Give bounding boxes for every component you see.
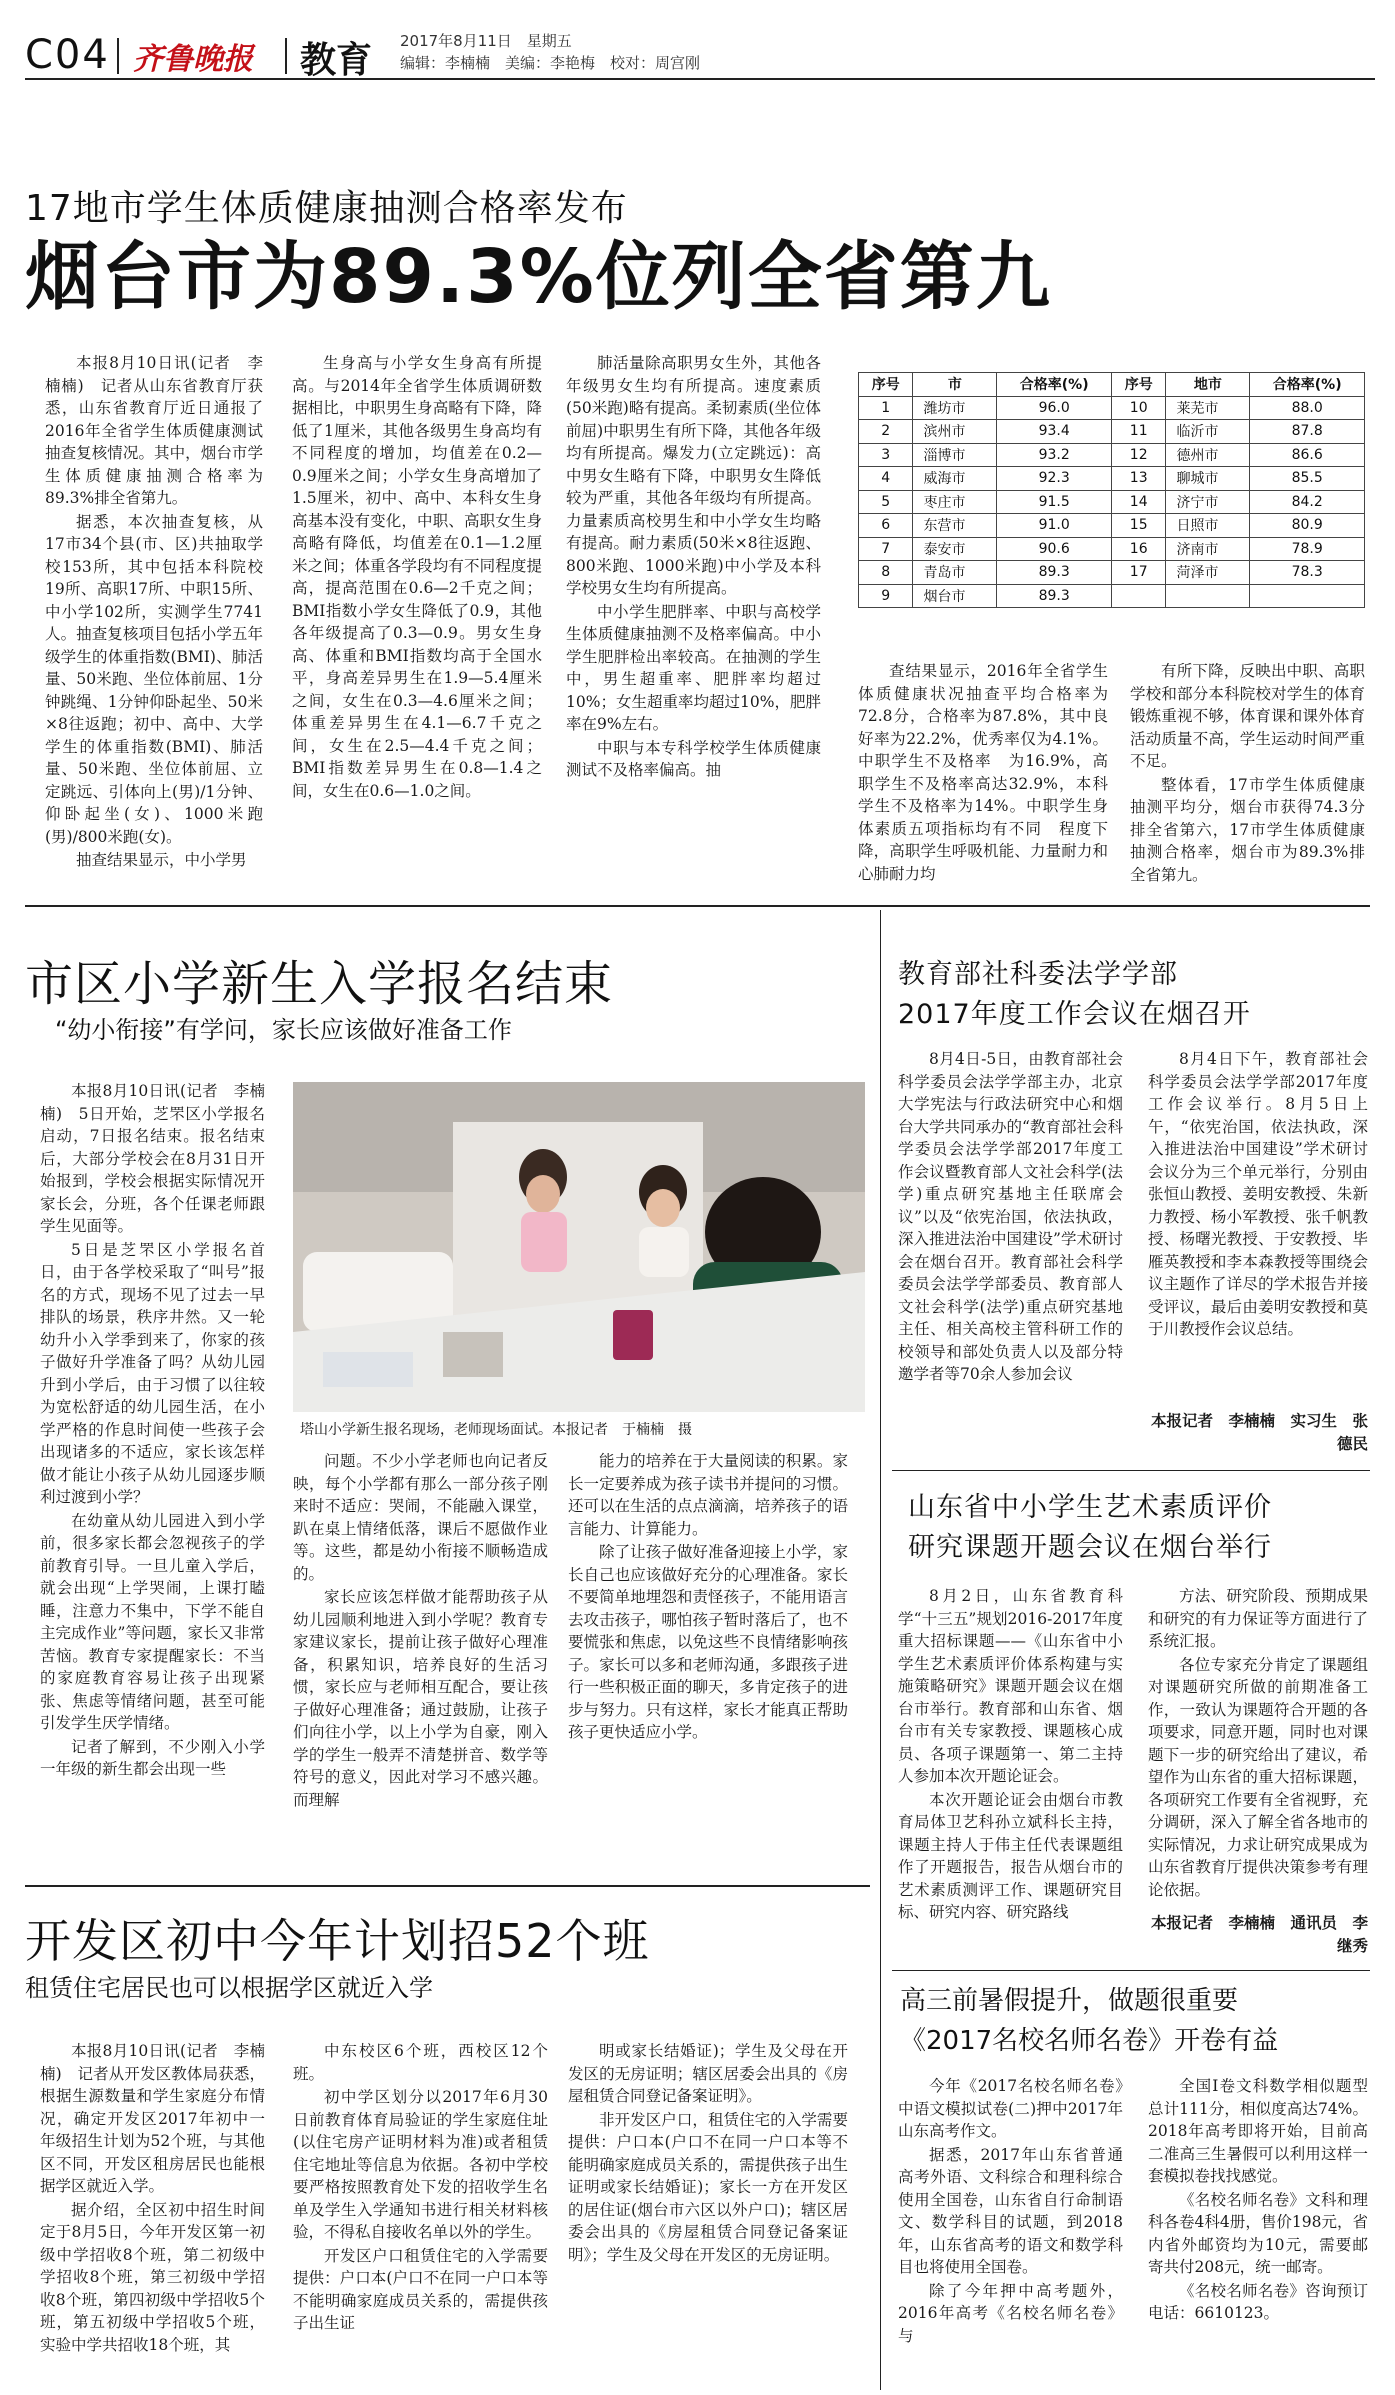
table-header: 序号 [859, 373, 913, 397]
table-cell: 烟台市 [913, 584, 997, 608]
story2-headline: 市区小学新生入学报名结束 [25, 956, 614, 1012]
photo-caption: 塔山小学新生报名现场，老师现场面试。本报记者 于楠楠 摄 [300, 1422, 692, 1438]
table-cell: 枣庄市 [913, 490, 997, 514]
paragraph: 在幼童从幼儿园进入到小学前，很多家长都会忽视孩子的学前教育引导。一旦儿童入学后，就会出现“上学哭闹，上课打瞌睡，注意力不集中，下学不能自主完成作业”等问题，家长又非常苦恼。教育专家提醒家长：不当的家庭教育容易让孩子出现紧张、焦虑等情绪问题，甚至可能引发学生厌学情绪。 [40, 1511, 265, 1732]
table-cell: 3 [859, 443, 913, 467]
paragraph: 本报8月10日讯(记者 李楠楠) 5日开始，芝罘区小学报名启动，7日报名结束。报名结束后，大部分学校会在8月31日开始报到，学校会根据实际情况开家长会，分班，各个任课老师跟学生见面等。 [40, 1082, 265, 1235]
table-header: 序号 [1111, 373, 1165, 397]
story1-column-3 [566, 352, 821, 892]
story4-headline-line1: 教育部社科委法学学部 [898, 959, 1178, 990]
story6-headline-line2: 《2017名校名师名卷》开卷有益 [900, 2026, 1279, 2056]
table-cell: 莱芜市 [1166, 396, 1250, 420]
paragraph: 生身高与小学女生身高有所提高。与2014年全省学生体质调研数据相比，中职男生身高略有下降，降低了1厘米，其他各级男生身高均有不同程度的增加，均值差在0.2—0.9厘米之间；小学女生身高增加了1.5厘米，初中、高中、本科女生身高基本没有变化，中职、高职女生身高略有降低，均值差在0.1—1.2厘米之间；体重各学段均有不同程度提高，提高范围在0.6—2千克之间；BMI指数小学女生降低了0.9，其他各年级提高了0.3—0.9。男女生身高、体重和BMI指数均高于全国水平，身高差异男生在1.9—5.4厘米之间，女生在0.3—4.6厘米之间；体重差异男生在4.1—6.7千克之间，女生在2.5—4.4千克之间；BMI指数差异男生在0.8—1.4之间，女生在0.6—1.0之间。 [292, 354, 542, 800]
story3-subhead: 租赁住宅居民也可以根据学区就近入学 [25, 1974, 433, 2002]
section-divider [25, 905, 1370, 907]
story1-kicker: 17地市学生体质健康抽测合格率发布 [25, 188, 628, 229]
table-cell: 89.3 [997, 584, 1112, 608]
table-cell: 聊城市 [1166, 467, 1250, 491]
story4-column-1 [898, 1048, 1123, 1458]
paragraph: 8月4日下午，教育部社会科学委员会法学学部2017年度工作会议举行。8月5日上午，“依宪治国，依法执政，深入推进法治中国建设”学术研讨会议分为三个单元举行，分别由张恒山教授、姜明安教授、朱新力教授、杨小军教授、张千帆教授、杨曙光教授、于安教授、毕雁英教授和李本森教授等围绕会议主题作了详尽的学术报告并接受评议，最后由姜明安教授和莫于川教授作会议总结。 [1148, 1050, 1368, 1338]
table-cell: 滨州市 [913, 420, 997, 444]
paragraph: 5日是芝罘区小学报名首日，由于各学校采取了“叫号”报名的方式，现场不见了过去一早排队的场景，秩序井然。又一轮幼升小入学季到来了，你家的孩子做好升学准备了吗？从幼儿园升到小学后，由于习惯了以往较为宽松舒适的幼儿园生活，在小学严格的作息时间使一些孩子会出现诸多的不适应，家长该怎样做才能让小孩子从幼儿园逐步顺利过渡到小学？ [40, 1240, 265, 1506]
story2-column-2 [293, 1450, 548, 1875]
table-cell: 2 [859, 420, 913, 444]
paragraph: 各位专家充分肯定了课题组对课题研究所做的前期准备工作，一致认为课题符合开题的各项要求，同意开题，同时也对课题下一步的研究给出了建议，希望作为山东省的重大招标课题，各项研究工作要有全省视野，充分调研，深入了解全省各地市的实际情况，力求让研究成果成为山东省教育厅提供决策参考有理论依据。 [1148, 1655, 1368, 1899]
paragraph: 开发区户口租赁住宅的入学需要提供：户口本(户口不在同一户口本等不能明确家庭成员关系的，需提供孩子出生证 [293, 2246, 548, 2332]
paragraph: 中小学生肥胖率、中职与高校学生体质健康抽测不及格率偏高。中小学生肥胖检出率较高。在抽测的学生中，男生超重率、肥胖率均超过10%；女生超重率均超过10%，肥胖率在9%左右。 [566, 602, 821, 733]
pass-rate-table [858, 372, 1365, 608]
table-cell: 17 [1111, 561, 1165, 585]
table-cell [1250, 584, 1365, 608]
paragraph: 本报8月10日讯(记者 李楠楠) 记者从开发区教体局获悉，根据生源数量和学生家庭分布情况，确定开发区2017年初中一年级招生计划为52个班，与其他区不同，开发区租房居民也能根据学区就近入学。 [40, 2042, 265, 2195]
table-cell: 96.0 [997, 396, 1112, 420]
story4-column-2 [1148, 1048, 1368, 1408]
paragraph: 《名校名师名卷》文科和理科各卷4科4册，售价198元，省内省外邮资均为10元，需要邮寄共付208元，统一邮寄。 [1148, 2190, 1368, 2276]
paragraph: 问题。不少小学老师也向记者反映，每个小学都有那么一部分孩子刚来时不适应：哭闹，不能融入课堂，趴在桌上情绪低落，课后不愿做作业等。这些，都是幼小衔接不顺畅造成的。 [293, 1452, 548, 1583]
newspaper-logo: 齐鲁晚报 [133, 42, 253, 77]
story6-column-1 [898, 2075, 1123, 2385]
paragraph: 除了今年押中高考题外，2016年高考《名校名师名卷》与 [898, 2281, 1123, 2345]
story2-column-1 [40, 1080, 265, 1875]
paragraph: 抽查结果显示，中小学男 [76, 851, 247, 869]
table-header: 合格率(%) [997, 373, 1112, 397]
paragraph: 查结果显示，2016年全省学生体质健康状况抽查平均合格率为72.8分，合格率为87.8%，其中良好率为22.2%，优秀率仅为4.1%。中职学生不及格率 为16.9%，高职学生不及格率高达32.9%，本科学生不及格率为14%。中职学生身体素质五项指标均有不同 程度下降，高职学生呼吸机能、力量耐力和心肺耐力均 [858, 662, 1108, 883]
story3-column-1 [40, 2040, 265, 2380]
paragraph: 有所下降，反映出中职、高职学校和部分本科院校对学生的体育锻炼重视不够，体育课和课外体育活动质量不高，学生运动时间严重不足。 [1130, 662, 1365, 770]
section-title: 教育 [300, 40, 373, 81]
table-cell: 潍坊市 [913, 396, 997, 420]
table-cell: 91.0 [997, 514, 1112, 538]
table-cell: 临沂市 [1166, 420, 1250, 444]
story4-byline: 本报记者 李楠楠 实习生 张德民 [1150, 1412, 1368, 1453]
table-cell: 87.8 [1250, 420, 1365, 444]
table-cell: 威海市 [913, 467, 997, 491]
story1-column-5 [1130, 660, 1365, 890]
column-divider [880, 910, 881, 2390]
table-cell: 86.6 [1250, 443, 1365, 467]
story6-column-2 [1148, 2075, 1368, 2385]
story1-headline: 烟台市为89.3%位列全省第九 [25, 234, 1052, 320]
table-cell: 90.6 [997, 537, 1112, 561]
pass-rate-table-grid [858, 372, 1365, 608]
table-cell: 14 [1111, 490, 1165, 514]
paragraph: 据悉，本次抽查复核，从17市34个县(市、区)共抽取学校153所，其中包括本科院校19所、高职17所、中职15所、中小学102所，实测学生7741人。抽查复核项目包括小学五年级学生的体重指数(BMI)、肺活量、50米跑、坐位体前屈、1分钟跳绳、1分钟仰卧起坐、50米×8往返跑；初中、高中、大学学生的体重指数(BMI)、肺活量、50米跑、坐位体前屈、立定跳远、引体向上(男)/1分钟、仰卧起坐(女)、1000米跑(男)/800米跑(女)。 [45, 512, 263, 846]
paragraph: 本次开题论证会由烟台市教育局体卫艺科孙立斌科长主持，课题主持人于伟主任代表课题组作了开题报告，报告从烟台市的艺术素质测评工作、课题研究目标、研究内容、研究路线 [898, 1790, 1123, 1921]
paragraph: 中职与本专科学校学生体质健康测试不及格率偏高。抽 [566, 738, 821, 779]
story1-column-2 [292, 352, 542, 892]
table-cell: 德州市 [1166, 443, 1250, 467]
table-cell: 16 [1111, 537, 1165, 561]
table-cell: 13 [1111, 467, 1165, 491]
table-cell: 92.3 [997, 467, 1112, 491]
table-row [859, 420, 1365, 444]
story5-headline-line2: 研究课题开题会议在烟台举行 [908, 1532, 1272, 1563]
story2-column-3 [568, 1450, 848, 1875]
header-divider [117, 38, 119, 74]
table-cell: 淄博市 [913, 443, 997, 467]
table-cell: 91.5 [997, 490, 1112, 514]
table-cell: 菏泽市 [1166, 561, 1250, 585]
table-cell: 6 [859, 514, 913, 538]
table-cell: 89.3 [997, 561, 1112, 585]
table-cell: 5 [859, 490, 913, 514]
story4-headline-line2: 2017年度工作会议在烟召开 [898, 999, 1251, 1030]
table-row [859, 490, 1365, 514]
table-cell: 8 [859, 561, 913, 585]
table-cell: 日照市 [1166, 514, 1250, 538]
story5-byline: 本报记者 李楠楠 通讯员 李继秀 [1150, 1914, 1368, 1955]
table-cell: 1 [859, 396, 913, 420]
table-header: 地市 [1166, 373, 1250, 397]
page-header [25, 28, 1375, 80]
story5-column-2 [1148, 1585, 1368, 1910]
table-header: 合格率(%) [1250, 373, 1365, 397]
table-row [859, 514, 1365, 538]
paragraph: 能力的培养在于大量阅读的积累。家长一定要养成为孩子读书并提问的习惯。还可以在生活的点点滴滴，培养孩子的语言能力、计算能力。 [568, 1452, 848, 1538]
photo-illustration [293, 1082, 865, 1412]
table-cell: 4 [859, 467, 913, 491]
paragraph: 非开发区户口，租赁住宅的入学需要提供：户口本(户口不在同一户口本等不能明确家庭成员关系的，需提供孩子出生证明或家长结婚证)；家长一方在开发区的居住证(烟台市六区以外户口)；辖区居委会出具的《房屋租赁合同登记备案证明》；学生及父母在开发区的无房证明。 [568, 2110, 848, 2264]
story1-column-4 [858, 660, 1108, 890]
story5-column-1 [898, 1585, 1123, 1960]
paragraph: 8月2日，山东省教育科学“十三五”规划2016-2017年度重大招标课题——《山东省中小学生艺术素质评价体系构建与实施策略研究》课题开题会议在烟台市举行。教育部和山东省、烟台市有关专家教授、课题核心成员、各项子课题第一、第二主持人参加本次开题论证会。 [898, 1587, 1123, 1785]
paragraph: 记者了解到，不少刚入小学一年级的新生都会出现一些 [40, 1737, 265, 1778]
story3-headline: 开发区初中今年计划招52个班 [25, 1914, 650, 1968]
table-cell: 80.9 [1250, 514, 1365, 538]
table-cell [1166, 584, 1250, 608]
issue-date: 2017年8月11日 星期五 [400, 32, 572, 50]
table-row [859, 467, 1365, 491]
section-divider [892, 1970, 1370, 1971]
table-cell: 93.4 [997, 420, 1112, 444]
paragraph: 初中学区划分以2017年6月30日前教育体育局验证的学生家庭住址(以住宅房产证明材料为准)或者租赁住宅地址等信息为依据。各初中学校要严格按照教育处下发的招收学生名单及学生入学通知书进行相关材料核验，不得私自接收名单以外的学生。 [293, 2088, 548, 2241]
table-cell: 济南市 [1166, 537, 1250, 561]
story6-headline-line1: 高三前暑假提升，做题很重要 [900, 1986, 1239, 2016]
paragraph: 8月4日-5日，由教育部社会科学委员会法学学部主办，北京大学宪法与行政法研究中心和烟台大学共同承办的“教育部社会科学委员会法学学部2017年度工作会议暨教育部人文社会科学(法学)重点研究基地主任联席会议”以及“依宪治国，依法执政，深入推进法治中国建设”学术研讨会在烟台召开。教育部社会科学委员会法学学部委员、教育部人文社会科学(法学)重点研究基地主任、相关高校主管科研工作的校领导和部处负责人以及部分特邀学者等70余人参加会议 [898, 1050, 1123, 1383]
table-cell: 78.3 [1250, 561, 1365, 585]
staff-credits: 编辑：李楠楠 美编：李艳梅 校对：周宫刚 [400, 54, 701, 72]
paragraph: 今年《2017名校名师名卷》中语文模拟试卷(二)押中2017年山东高考作文。 [898, 2077, 1123, 2140]
paragraph: 据悉，2017年山东省普通高考外语、文科综合和理科综合使用全国卷，山东省自行命制语文、数学科目的试题，到2018年，山东省高考的语文和数学科目也将使用全国卷。 [898, 2145, 1123, 2276]
paragraph: 方法、研究阶段、预期成果和研究的有力保证等方面进行了系统汇报。 [1148, 1587, 1368, 1650]
paragraph: 除了让孩子做好准备迎接上小学，家长自己也应该做好充分的心理准备。家长不要简单地埋怨和责怪孩子，不能用语言去攻击孩子，哪怕孩子暂时落后了，也不要慌张和焦虑，以免这些不良情绪影响孩子。家长可以多和老师沟通，多跟孩子进行一些积极正面的聊天，多肯定孩子的进步与努力。只有这样，家长才能真正帮助孩子更快适应小学。 [568, 1543, 848, 1741]
table-row [859, 561, 1365, 585]
table-cell: 11 [1111, 420, 1165, 444]
table-cell: 88.0 [1250, 396, 1365, 420]
table-cell: 青岛市 [913, 561, 997, 585]
table-cell [1111, 584, 1165, 608]
paragraph: 明或家长结婚证)；学生及父母在开发区的无房证明；辖区居委会出具的《房屋租赁合同登记备案证明》。 [568, 2042, 848, 2105]
paragraph: 据介绍，全区初中招生时间定于8月5日，今年开发区第一初级中学招收8个班，第二初级中学招收8个班，第三初级中学招收8个班，第四初级中学招收5个班，第五初级中学招收5个班，实验中学共招收18个班，其 [40, 2200, 265, 2354]
paragraph: 整体看，17市学生体质健康抽测平均分，烟台市获得74.3分排全省第六，17市学生体质健康抽测合格率，烟台市为89.3%排全省第九。 [1130, 775, 1365, 884]
story2-subhead: “幼小衔接”有学问，家长应该做好准备工作 [55, 1016, 512, 1044]
table-cell: 84.2 [1250, 490, 1365, 514]
table-cell: 10 [1111, 396, 1165, 420]
section-divider [892, 1470, 1370, 1471]
paragraph: 肺活量除高职男女生外，其他各年级男女生均有所提高。速度素质(50米跑)略有提高。柔韧素质(坐位体前屈)中职男生有所下降，其他各年级均有所提高。爆发力(立定跳远)：高中男女生略有下降，中职男女生降低较为严重，其他各年级均有所提高。力量素质高校男生和中小学女生均略有提高。耐力素质(50米×8往返跑、800米跑、1000米跑)中小学及本科学校男女生均有所提高。 [566, 354, 821, 597]
paragraph: 家长应该怎样做才能帮助孩子从幼儿园顺利地进入到小学呢？教育专家建议家长，提前让孩子做好心理准备，积累知识，培养良好的生活习惯，家长应与老师相互配合，要让孩子做好心理准备；通过鼓励，让孩子们向往小学，以上小学为自豪，刚入学的学生一般弄不清楚拼音、数学等符号的意义，因此对学习不感兴趣。而理解 [293, 1588, 548, 1809]
paragraph: 全国Ⅰ卷文科数学相似题型总计111分，相似度高达74%。2018年高考即将开始，目前高二准高三生暑假可以利用这样一套模拟卷找找感觉。 [1148, 2077, 1368, 2185]
paragraph: 中东校区6个班，西校区12个班。 [293, 2042, 548, 2083]
story1-column-1 [45, 352, 263, 892]
table-cell: 12 [1111, 443, 1165, 467]
table-cell: 济宁市 [1166, 490, 1250, 514]
table-cell: 9 [859, 584, 913, 608]
table-cell: 泰安市 [913, 537, 997, 561]
story3-column-2 [293, 2040, 548, 2380]
table-cell: 东营市 [913, 514, 997, 538]
table-cell: 93.2 [997, 443, 1112, 467]
story5-headline-line1: 山东省中小学生艺术素质评价 [908, 1492, 1272, 1523]
table-row [859, 443, 1365, 467]
story3-column-3 [568, 2040, 848, 2380]
table-row [859, 537, 1365, 561]
table-row [859, 396, 1365, 420]
section-divider [25, 1885, 870, 1887]
table-header: 市 [913, 373, 997, 397]
paragraph: 本报8月10日讯(记者 李楠楠) 记者从山东省教育厅获悉，山东省教育厅近日通报了2016年全省学生体质健康测试抽查复核情况。其中，烟台市学生体质健康抽测合格率为89.3%排全省第九。 [45, 354, 263, 507]
table-cell: 85.5 [1250, 467, 1365, 491]
table-cell: 7 [859, 537, 913, 561]
header-divider [285, 38, 287, 74]
table-row [859, 584, 1365, 608]
table-cell: 15 [1111, 514, 1165, 538]
table-cell: 78.9 [1250, 537, 1365, 561]
school-registration-photo [293, 1082, 865, 1412]
page-number: C04 [25, 32, 110, 78]
paragraph: 《名校名师名卷》咨询预订电话：6610123。 [1148, 2281, 1368, 2322]
